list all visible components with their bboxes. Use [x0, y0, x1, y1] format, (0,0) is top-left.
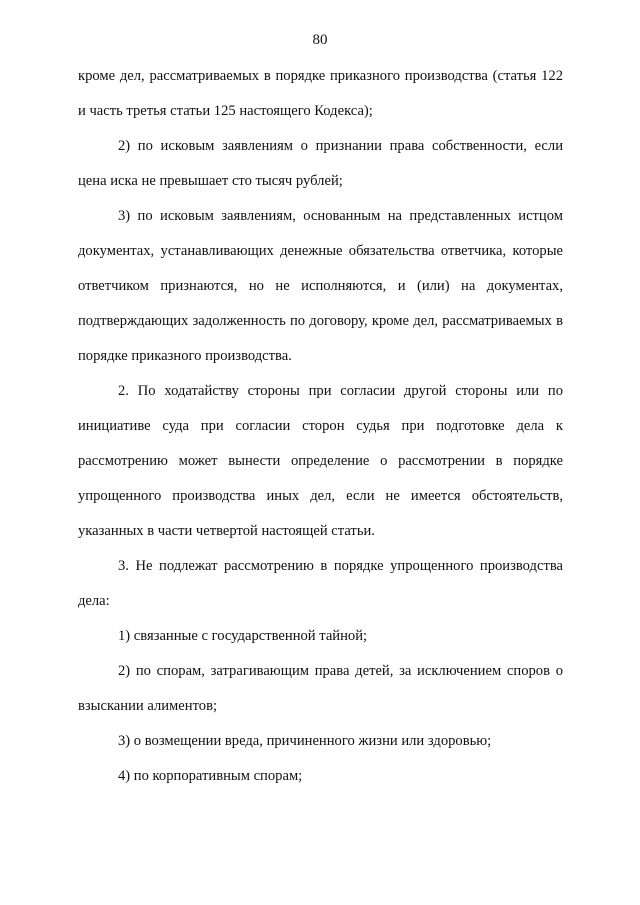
paragraph-sub-4: 4) по корпоративным спорам; [118, 768, 303, 784]
paragraph-section-2: 2. По ходатайству стороны при согласии другой стороны или по инициативе суда при согласии сторон судья при подготовке дела к рассмотрению может вынести определение о рассмотрении в порядке упрощенного производства иных дел, если не имеется обстоятельств, указанных в части четвертой настоящей статьи. [78, 383, 563, 539]
paragraph-item-3: 3) по исковым заявлениям, основанным на представленных истцом документах, устанавливающих денежные обязательства ответчика, которые ответчиком признаются, но не исполняются, и (или) на документах, подтверждающих задолженность по договору, кроме дел, рассматриваемых в порядке приказного производства. [78, 208, 563, 364]
paragraph-sub-3: 3) о возмещении вреда, причиненного жизни или здоровью; [118, 733, 492, 749]
paragraph-sub-2: 2) по спорам, затрагивающим права детей, за исключением споров о взыскании алиментов; [78, 663, 563, 714]
paragraph-item-2: 2) по исковым заявлениям о признании права собственности, если цена иска не превышает сто тысяч рублей; [78, 138, 563, 189]
paragraph-section-3: 3. Не подлежат рассмотрению в порядке упрощенного производства дела: [78, 558, 563, 609]
page-number: 80 [312, 32, 328, 48]
document-body [78, 59, 563, 794]
paragraph-sub-1: 1) связанные с государственной тайной; [118, 628, 368, 644]
paragraph-continuation: кроме дел, рассматриваемых в порядке приказного производства (статья 122 и часть третья статьи 125 настоящего Кодекса); [78, 68, 563, 119]
